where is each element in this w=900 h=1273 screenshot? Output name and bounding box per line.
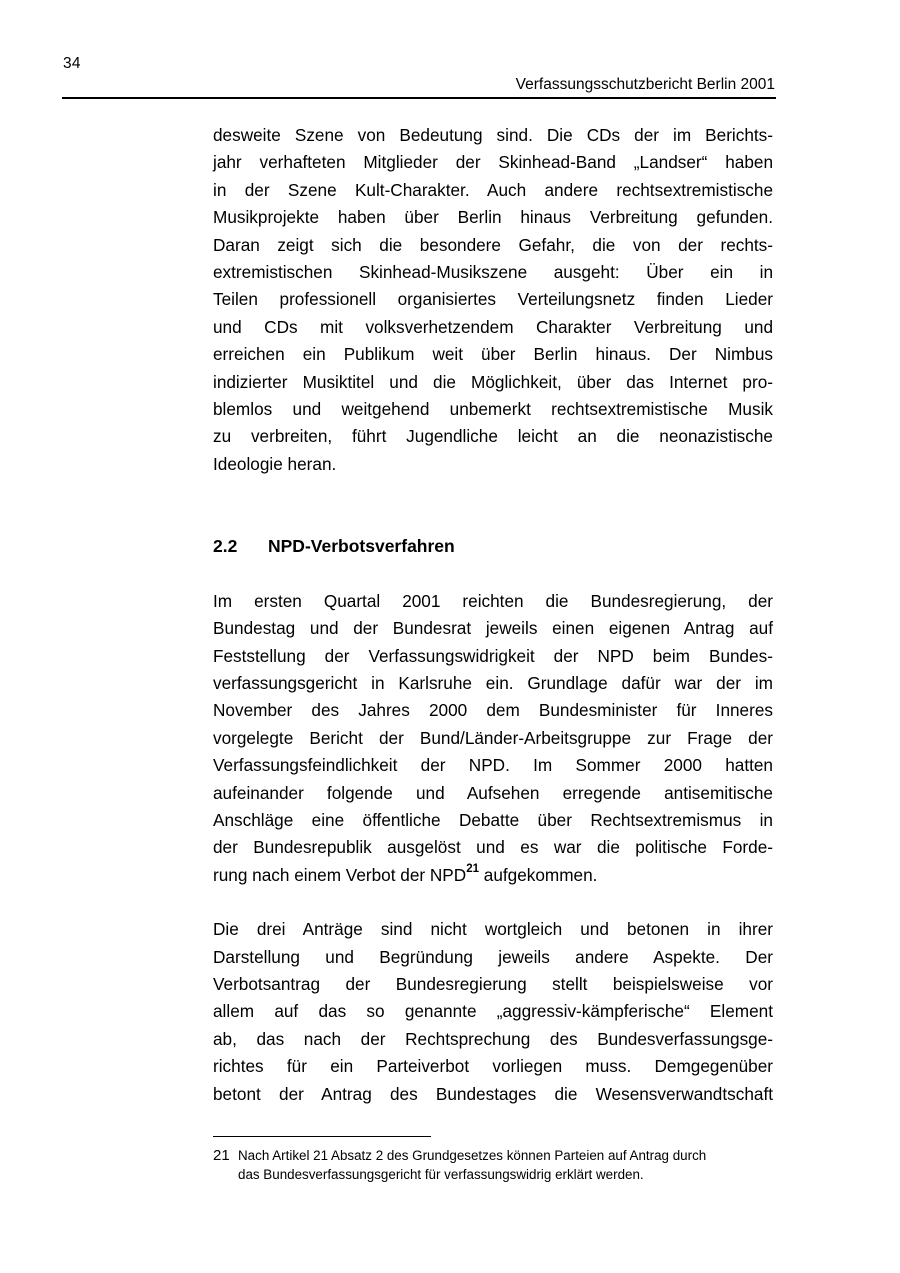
heading-number: 2.2	[213, 536, 238, 557]
paragraph-3	[213, 916, 773, 1108]
text-line: Ideologie heran.	[213, 453, 337, 474]
text-line: Musikprojekte haben über Berlin hinaus Verbreitung gefunden.	[213, 207, 773, 228]
footnote-marker: 21	[213, 1147, 230, 1164]
text-line: Verbotsantrag der Bundesregierung stellt beispielsweise vor	[213, 973, 773, 994]
footnote-text	[238, 1147, 706, 1184]
text-line: extremistischen Skinhead-Musikszene ausgeht: Über ein in	[213, 262, 773, 283]
text-line: verfassungsgericht in Karlsruhe ein. Grundlage dafür war der im	[213, 672, 773, 693]
text-line: erreichen ein Publikum weit über Berlin hinaus. Der Nimbus	[213, 344, 773, 365]
footnote-separator	[213, 1136, 431, 1137]
heading-title: NPD-Verbotsverfahren	[268, 536, 455, 557]
paragraph-1	[213, 122, 773, 478]
text-line: Daran zeigt sich die besondere Gefahr, die von der rechts-	[213, 234, 773, 255]
text-line: allem auf das so genannte „aggressiv-kämpferische“ Element	[213, 1001, 773, 1022]
text-line: in der Szene Kult-Charakter. Auch andere rechtsextremistische	[213, 179, 773, 200]
text-line: und CDs mit volksverhetzendem Charakter Verbreitung und	[213, 316, 773, 337]
text-line: Darstellung und Begründung jeweils andere Aspekte. Der	[213, 946, 773, 967]
text-line: jahr verhafteten Mitglieder der Skinhead-Band „Landser“ haben	[213, 152, 773, 173]
text-line: November des Jahres 2000 dem Bundesminister für Inneres	[213, 700, 773, 721]
text-line: aufeinander folgende und Aufsehen erregende antisemitische	[213, 782, 773, 803]
text-line: desweite Szene von Bedeutung sind. Die CDs der im Berichts-	[213, 125, 773, 145]
footnote-line: Nach Artikel 21 Absatz 2 des Grundgesetzes können Parteien auf Antrag durch	[238, 1148, 707, 1163]
text-line: der Bundesrepublik ausgelöst und es war die politische Forde-	[213, 837, 773, 858]
footnote-reference: 21	[466, 863, 479, 876]
footnote-line: das Bundesverfassungsgericht für verfassungswidrig erklärt werden.	[238, 1166, 644, 1182]
text-line: Feststellung der Verfassungswidrigkeit der NPD beim Bundes-	[213, 645, 773, 666]
text-line: Anschläge eine öffentliche Debatte über Rechtsextremismus in	[213, 809, 773, 830]
text-line: blemlos und weitgehend unbemerkt rechtsextremistische Musik	[213, 399, 773, 420]
text-line: Bundestag und der Bundesrat jeweils einen eigenen Antrag auf	[213, 618, 773, 639]
text-line: indizierter Musiktitel und die Möglichkeit, über das Internet pro-	[213, 371, 773, 392]
text-line: betont der Antrag des Bundestages die Wesensverwandtschaft	[213, 1083, 773, 1104]
body-text	[213, 122, 773, 1108]
paragraph-2	[213, 588, 773, 862]
paragraph-2-last-line	[213, 862, 773, 889]
running-header-title: Verfassungsschutzbericht Berlin 2001	[515, 76, 775, 93]
text-after-footnote-ref: aufgekommen.	[478, 864, 598, 885]
text-before-footnote-ref: rung nach einem Verbot der NPD	[213, 864, 467, 885]
section-heading	[213, 533, 773, 560]
text-line: zu verbreiten, führt Jugendliche leicht an die neonazistische	[213, 426, 773, 447]
text-line: Die drei Anträge sind nicht wortgleich und betonen in ihrer	[213, 919, 773, 940]
text-line: Verfassungsfeindlichkeit der NPD. Im Sommer 2000 hatten	[213, 755, 773, 776]
text-line: richtes für ein Parteiverbot vorliegen muss. Demgegenüber	[213, 1056, 773, 1077]
text-line: ab, das nach der Rechtsprechung des Bundesverfassungsge-	[213, 1028, 773, 1049]
footnote-21	[213, 1147, 778, 1184]
page-number: 34	[63, 55, 81, 72]
text-line: Teilen professionell organisiertes Verteilungsnetz finden Lieder	[213, 289, 773, 310]
text-line: vorgelegte Bericht der Bund/Länder-Arbeitsgruppe zur Frage der	[213, 727, 773, 748]
text-line: Im ersten Quartal 2001 reichten die Bundesregierung, der	[213, 590, 773, 611]
header-rule	[62, 97, 776, 99]
